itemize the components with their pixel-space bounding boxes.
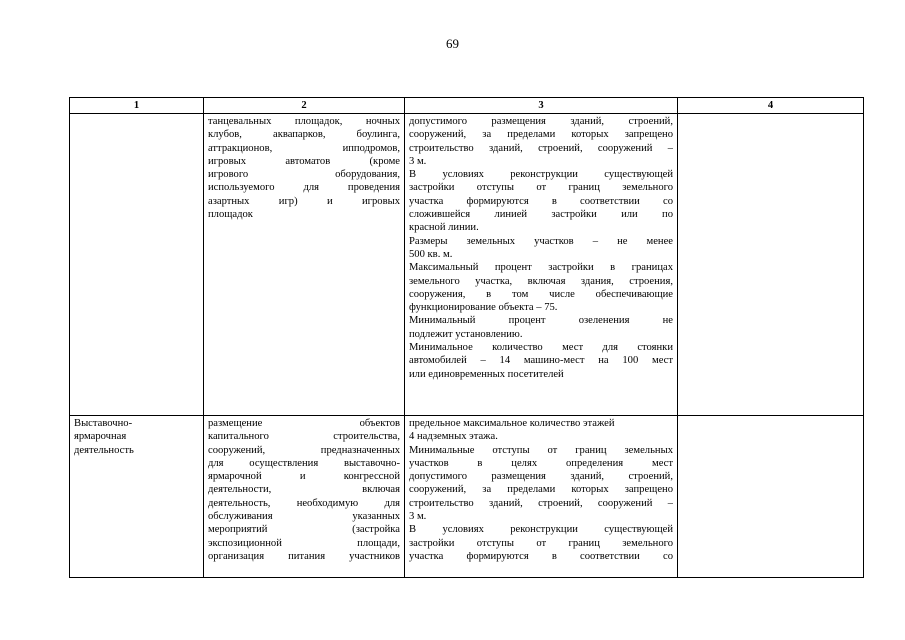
cell-text-line: сооружений, предназначенных (208, 444, 400, 456)
cell-text-line: или единовременных посетителей (409, 368, 564, 380)
cell-text-line: аттракционов, ипподромов, (208, 142, 400, 154)
zoning-regulations-table (69, 97, 864, 578)
cell-text-line: строительство зданий, строений, сооружений – (409, 142, 673, 154)
cell-text-line: Минимальное количество мест для стоянки (409, 342, 673, 354)
cell-text-line: участка формируются в соответствии со (409, 195, 673, 207)
cell-text-line: 500 кв. м. (409, 248, 453, 260)
cell-text-line: Минимальные отступы от границ земельных (409, 444, 673, 456)
cell-text-line: 3 м. (409, 155, 427, 167)
cell-text-line: красной линии. (409, 222, 479, 234)
cell-text-line: деятельность, необходимую для (208, 497, 400, 509)
cell-text-line: допустимого размещения зданий, строений, (409, 116, 673, 127)
cell-text-line: 4 надземных этажа. (409, 431, 498, 443)
table-row (70, 114, 864, 416)
cell-text-line: подлежит установлению. (409, 328, 523, 340)
cell-text-line: 3 м. (409, 511, 427, 523)
row2-col1-cell (70, 416, 204, 578)
cell-text-line: мероприятий (застройка (208, 524, 400, 536)
cell-text-line: деятельности, включая (208, 484, 400, 496)
cell-text-line: сложившейся линией застройки или по (409, 209, 673, 221)
cell-text-line: игровых автоматов (кроме (208, 155, 400, 167)
cell-text-line: Размеры земельных участков – не менее (409, 235, 673, 247)
cell-text-line: функционирование объекта – 75. (409, 302, 558, 314)
cell-text-line: В условиях реконструкции существующей (409, 524, 673, 536)
cell-text-line: предельное максимальное количество этажей (409, 418, 615, 429)
cell-text-line: сооружения, в том числе обеспечивающие (409, 288, 673, 300)
cell-text-line: участков в целях определения мест (409, 457, 673, 469)
cell-text-line: сооружений, за пределами которых запрещено (409, 484, 673, 496)
cell-text-line: размещение объектов (208, 418, 400, 429)
row1-col3-cell (405, 114, 678, 416)
row1-col2-cell (204, 114, 405, 416)
cell-text-line: клубов, аквапарков, боулинга, (208, 129, 400, 141)
column-header-2: 2 (204, 98, 405, 114)
cell-text-line: азартных игр) и игровых (208, 195, 400, 207)
table-row (70, 416, 864, 578)
cell-text-line: ярмарочная (74, 431, 127, 443)
cell-text-line: участка формируются в соответствии со (409, 550, 673, 562)
row2-col2-cell (204, 416, 405, 578)
row2-col3-cell (405, 416, 678, 578)
table-header-row (70, 98, 864, 114)
cell-text-line: для осуществления выставочно- (208, 457, 400, 469)
cell-text-line: площадок (208, 209, 253, 221)
cell-text-line: застройки отступы от границ земельного (409, 537, 673, 549)
page-number: 69 (446, 36, 459, 51)
cell-text-line: используемого для проведения (208, 182, 400, 194)
row1-col1-cell (70, 114, 204, 416)
cell-text-line: экспозиционной площади, (208, 537, 400, 549)
cell-text-line: деятельность (74, 444, 134, 456)
cell-text-line: застройки отступы от границ земельного (409, 182, 673, 194)
column-header-3: 3 (405, 98, 678, 114)
column-header-1: 1 (70, 98, 204, 114)
cell-text-line: игрового оборудования, (208, 169, 400, 181)
cell-text-line: Максимальный процент застройки в границах (409, 262, 673, 274)
cell-text-line: Минимальный процент озеленения не (409, 315, 673, 327)
cell-text-line: ярмарочной и конгрессной (208, 471, 400, 483)
cell-text-line: В условиях реконструкции существующей (409, 169, 673, 181)
cell-text-line: земельного участка, включая здания, строения, (409, 275, 673, 287)
cell-text-line: допустимого размещения зданий, строений, (409, 471, 673, 483)
cell-text-line: организация питания участников (208, 550, 400, 562)
cell-text-line: автомобилей – 14 машино-мест на 100 мест (409, 355, 673, 367)
cell-text-line: обслуживания указанных (208, 511, 400, 523)
row1-col4-cell (678, 114, 864, 416)
cell-text-line: Выставочно- (74, 418, 133, 429)
column-header-4: 4 (678, 98, 864, 114)
cell-text-line: сооружений, за пределами которых запрещено (409, 129, 673, 141)
cell-text-line: строительство зданий, строений, сооружений – (409, 497, 673, 509)
cell-text-line: танцевальных площадок, ночных (208, 116, 400, 127)
row2-col4-cell (678, 416, 864, 578)
cell-text-line: капитального строительства, (208, 431, 400, 443)
